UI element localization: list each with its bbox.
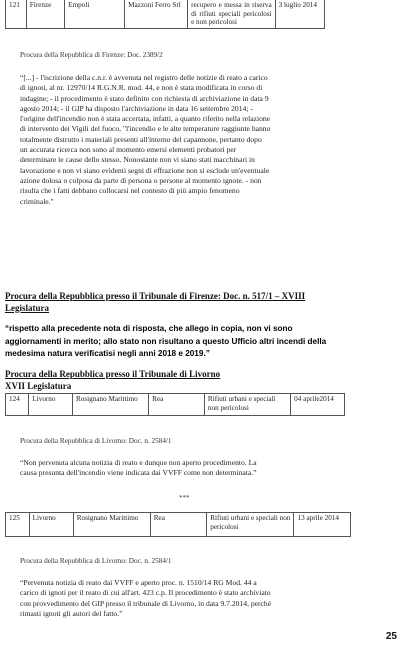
cell-date: 13 aprile 2014 bbox=[294, 513, 351, 537]
quote-line: agosto 2014; - il GIP ha disposto l'archiviazione in data 16 settembre 2014; - bbox=[20, 103, 253, 113]
quote-line: con provvedimento del GIP presso il tribunale di Livorno, in data 9.7.2014, perché bbox=[20, 598, 272, 608]
heading-line: Legislatura bbox=[5, 302, 49, 313]
section-separator: *** bbox=[179, 494, 190, 502]
quote-line: l'origine dell'incendio non è stata accertata, infatti, a quanto riferito nella relazione bbox=[20, 114, 271, 124]
quote-line: carico di ignoti per il reato di cui all'art. 423 c.p. Il procedimento è stato archiviato bbox=[20, 588, 271, 598]
quote-line: lavorazione e non vi siano evidenti segni di effrazione non si esclude un'eventuale bbox=[20, 165, 270, 175]
cell-company: Rea bbox=[149, 394, 205, 416]
quote-line: risulta che i fatti debbano collocarsi nel contesto di più ampio fenomeno bbox=[20, 186, 240, 196]
quote-livorno-1 bbox=[20, 458, 348, 479]
cell-activity: Rifiuti urbani e speciali non pericolosi bbox=[204, 394, 290, 416]
quote-line: “rispetto alla precedente nota di risposta, che allego in copia, non vi sono bbox=[5, 324, 293, 333]
quote-line: indagine; - il procedimento è stato definito con richiesta di archiviazione in data 9 bbox=[20, 93, 269, 103]
cell-company: Mazzoni Ferro Srl bbox=[125, 0, 188, 28]
quote-line: azione dolosa o colposa da parte di persona o persone al momento ignote. - non bbox=[20, 175, 262, 185]
cell-municipality: Empoli bbox=[65, 0, 125, 28]
quote-firenze bbox=[20, 73, 327, 207]
cell-number: 121 bbox=[6, 0, 27, 28]
quote-line: totalmente distrutto i materiali presenti all'interno del capannone, pertanto dopo bbox=[20, 134, 262, 144]
page-number: 25 bbox=[385, 631, 397, 642]
table-row-124 bbox=[5, 393, 345, 416]
cell-province: Firenze bbox=[26, 0, 64, 28]
doc-reference-firenze: Procura della Repubblica di Firenze: Doc. 2389/2 bbox=[20, 51, 163, 59]
heading-line: Procura della Repubblica presso il Tribunale di Firenze: Doc. n. 517/1 – XVIII bbox=[5, 291, 306, 301]
cell-activity: Rifiuti urbani e speciali non pericolosi bbox=[207, 513, 294, 537]
bold-quote-firenze bbox=[5, 323, 402, 361]
doc-reference-livorno-2: Procura della Repubblica di Livorno: Doc. n. 2584/1 bbox=[20, 557, 172, 565]
table-row-121 bbox=[5, 0, 325, 29]
quote-line: aggiornamenti in merito; allo stato non risultano a questo Ufficio altri incendi della bbox=[5, 336, 327, 346]
quote-line: “Pervenuta notizia di reato dai VVFF e aperto proc. n. 1510/14 RG Mod. 44 a bbox=[20, 578, 257, 587]
quote-line: di intervento dei Vigili del fuoco, "l'incendio e le alte temperature raggiunte hanno bbox=[20, 124, 271, 134]
heading-line: Procura della Repubblica presso il Tribunale di Livorno bbox=[5, 369, 221, 379]
quote-line: criminale." bbox=[20, 196, 54, 206]
quote-line: “[...] - l'iscrizione della c.n.r. è avvenuta nel registro delle notizie di reato a carico bbox=[20, 73, 268, 82]
cell-municipality: Rosignano Marittimo bbox=[72, 394, 148, 416]
quote-line: rimasti ignoti gli autori del fatto.” bbox=[20, 608, 123, 618]
quote-line: di ignoti, al nr. 12970/14 R.G.N.R. mod. 44, e non è stata modificata in corso di bbox=[20, 83, 263, 93]
heading-livorno-tribunale bbox=[5, 369, 220, 392]
cell-activity: recupero e messa in riserva di rifiuti speciali pericolosi e non pericolosi bbox=[188, 0, 276, 28]
cell-company: Rea bbox=[150, 513, 206, 537]
quote-line: “Non pervenuta alcuna notizia di reato e dunque non aperto procedimento. La bbox=[20, 458, 257, 467]
cell-date: 3 luglio 2014 bbox=[275, 0, 324, 28]
quote-line: un accurata ricerca non sono al momento emersi elementi probatori per bbox=[20, 145, 237, 155]
cell-number: 124 bbox=[6, 394, 29, 416]
cell-date: 04 aprile2014 bbox=[291, 394, 345, 416]
cell-province: Livorno bbox=[29, 394, 73, 416]
quote-line: medesima natura verificatisi negli anni 2018 e 2019.” bbox=[5, 349, 210, 359]
quote-livorno-2 bbox=[20, 578, 348, 619]
heading-firenze-tribunale bbox=[5, 291, 305, 314]
quote-line: determinare le cause dello stesso. Nonostante non vi siano stati macchinari in bbox=[20, 155, 255, 165]
heading-line: XVII Legislatura bbox=[5, 380, 72, 391]
table-row-125 bbox=[5, 512, 351, 537]
cell-municipality: Rosignano Marittimo bbox=[73, 513, 150, 537]
cell-number: 125 bbox=[6, 513, 30, 537]
cell-province: Livorno bbox=[29, 513, 73, 537]
quote-line: causa presunta dell'incendio viene indicata dai VVFF come non determinata.” bbox=[20, 468, 257, 478]
doc-reference-livorno: Procura della Repubblica di Livorno: Doc. n. 2584/1 bbox=[20, 437, 172, 445]
